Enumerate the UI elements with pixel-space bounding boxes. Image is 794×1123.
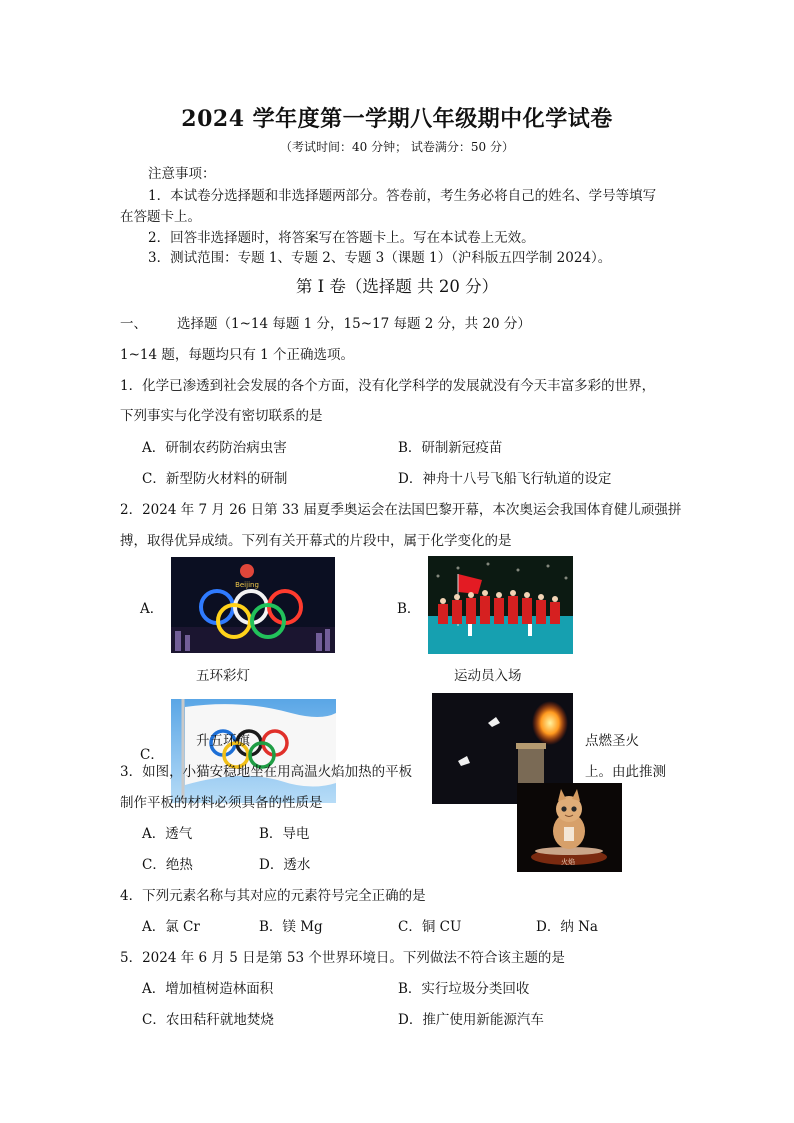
q3-option-d: D．透水 (259, 857, 311, 873)
q4-option-d: D．纳 Na (536, 919, 598, 935)
exam-subtitle: （考试时间：40 分钟； 试卷满分：50 分） (280, 140, 514, 154)
section-title: 第 I 卷（选择题 共 20 分） (295, 277, 499, 296)
q3-option-b: B．导电 (259, 826, 310, 842)
q4-option-b: B．镁 Mg (259, 919, 323, 935)
q2-option-d-caption: 点燃圣火 (585, 733, 639, 749)
q2-option-a-caption: 五环彩灯 (196, 668, 250, 684)
q3-stem-cont: 制作平板的材料必须具备的性质是 (120, 795, 323, 811)
q2-option-c-caption: 升五环旗 (196, 733, 250, 749)
q5-option-c: C．农田秸秆就地焚烧 (142, 1012, 274, 1028)
q2-option-b-caption: 运动员入场 (454, 668, 522, 684)
q2-stem: 2．2024 年 7 月 26 日第 33 届夏季奥运会在法国巴黎开幕，本次奥运会我国体育健儿顽强拼 (120, 502, 682, 518)
notice-item-1: 1．本试卷分选择题和非选择题两部分。答卷前，考生务必将自己的姓名、学号等填写 (148, 188, 657, 204)
q3-option-a: A．透气 (142, 826, 193, 842)
cat-on-heated-plate-image (517, 783, 622, 872)
q2-option-c-label: C． (140, 747, 164, 763)
q5-option-a: A．增加植树造林面积 (142, 981, 274, 997)
svg-text:Beijing: Beijing (235, 581, 259, 589)
q1-stem: 1．化学已渗透到社会发展的各个方面，没有化学科学的发展就没有今天丰富多彩的世界， (120, 378, 656, 394)
q2-option-a-label: A． (140, 601, 164, 617)
notice-item-2: 2．回答非选择题时，将答案写在答题卡上。写在本试卷上无效。 (148, 230, 535, 246)
q1-option-d: D．神舟十八号飞船飞行轨道的设定 (398, 471, 612, 487)
q4-stem: 4．下列元素名称与其对应的元素符号完全正确的是 (120, 888, 426, 904)
athletes-entering-image (428, 556, 573, 654)
olympic-rings-lights-image (171, 557, 335, 653)
notice-item-1-cont: 在答题卡上。 (120, 209, 201, 225)
q1-option-c: C．新型防火材料的研制 (142, 471, 288, 487)
q1-option-a: A．研制农药防治病虫害 (142, 440, 287, 456)
q3-stem-end: 上。由此推测 (585, 764, 666, 780)
q1-stem-cont: 下列事实与化学没有密切联系的是 (120, 408, 323, 424)
q5-option-d: D．推广使用新能源汽车 (398, 1012, 544, 1028)
q1-option-b: B．研制新冠疫苗 (398, 440, 503, 456)
olympic-flag-image (171, 699, 336, 803)
notice-heading: 注意事项： (148, 166, 216, 182)
q3-stem: 3．如图，小猫安稳地坐在用高温火焰加热的平板 (120, 764, 413, 780)
q4-option-c: C．铜 CU (398, 919, 462, 935)
part-one-label: 一、 (120, 316, 147, 332)
part-one-text: 选择题（1~14 每题 1 分，15~17 每题 2 分，共 20 分） (177, 316, 531, 332)
q5-option-b: B．实行垃圾分类回收 (398, 981, 530, 997)
q5-stem: 5．2024 年 6 月 5 日是第 53 个世界环境日。下列做法不符合该主题的是 (120, 950, 565, 966)
q3-option-c: C．绝热 (142, 857, 193, 873)
instruction: 1~14 题，每题均只有 1 个正确选项。 (120, 347, 355, 363)
q4-option-a: A．氯 Cr (142, 919, 200, 935)
q2-stem-cont: 搏，取得优异成绩。下列有关开幕式的片段中，属于化学变化的是 (120, 533, 512, 549)
cat-image-caption: 火焰 (561, 858, 575, 866)
exam-title: 2024 学年度第一学期八年级期中化学试卷 (181, 106, 613, 132)
notice-item-3: 3．测试范围：专题 1、专题 2、专题 3（课题 1）（沪科版五四学制 2024）。 (148, 250, 612, 266)
q2-option-b-label: B． (397, 601, 421, 617)
